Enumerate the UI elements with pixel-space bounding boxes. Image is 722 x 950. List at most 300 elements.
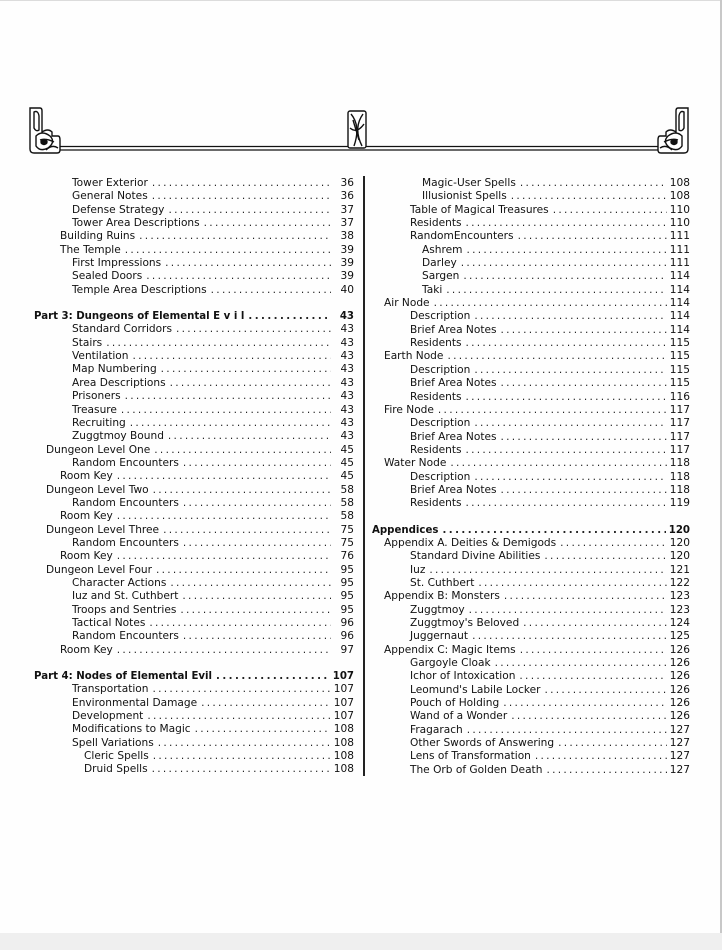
toc-entry[interactable] [34, 337, 354, 350]
dot-leader [474, 364, 666, 377]
toc-entry[interactable] [372, 270, 690, 283]
toc-entry[interactable] [34, 417, 354, 430]
toc-entry[interactable] [34, 550, 354, 563]
toc-entry[interactable] [34, 177, 354, 190]
toc-entry-title: Prisoners [72, 390, 125, 403]
toc-entry-title: Character Actions [72, 577, 170, 590]
dot-leader [519, 670, 666, 683]
toc-entry-title: Table of Magical Treasures [410, 204, 553, 217]
toc-entry-page-number: 75 [340, 536, 354, 549]
toc-entry[interactable] [372, 471, 690, 484]
dot-leader [466, 497, 667, 510]
toc-entry[interactable] [372, 257, 690, 270]
toc-entry-page-number: 111 [669, 243, 690, 256]
dot-leader [558, 737, 667, 750]
dot-leader [153, 484, 331, 497]
toc-entry[interactable] [34, 457, 354, 470]
toc-entry-page-number: 43 [340, 416, 354, 429]
toc-entry-page-number: 110 [669, 203, 690, 216]
toc-entry-title: Part 4: Nodes of Elemental Evil [34, 670, 216, 683]
toc-entry[interactable] [372, 337, 690, 350]
toc-entry-title: Brief Area Notes [410, 484, 501, 497]
toc-entry[interactable] [34, 644, 354, 657]
toc-entry[interactable] [34, 230, 354, 243]
toc-entry-title: Residents [410, 444, 466, 457]
toc-entry[interactable] [372, 724, 690, 737]
dot-leader [168, 204, 331, 217]
toc-entry-page-number: 43 [340, 430, 354, 443]
toc-entry[interactable] [372, 444, 690, 457]
dot-leader [511, 710, 667, 723]
dot-leader [153, 683, 331, 696]
dot-leader [125, 244, 331, 257]
toc-entry-page-number: 58 [340, 483, 354, 496]
toc-entry-page-number: 40 [340, 283, 354, 296]
dot-leader [130, 417, 331, 430]
toc-entry[interactable] [34, 284, 354, 297]
toc-entry-page-number: 117 [669, 417, 690, 430]
toc-entry-title: Residents [410, 497, 466, 510]
toc-entry[interactable] [372, 630, 690, 643]
dot-leader [163, 524, 331, 537]
toc-entry-page-number: 108 [333, 736, 354, 749]
toc-entry[interactable] [34, 750, 354, 763]
toc-entry-page-number: 127 [669, 763, 690, 776]
toc-entry-page-number: 39 [340, 270, 354, 283]
toc-entry[interactable] [372, 324, 690, 337]
toc-entry-page-number: 126 [669, 697, 690, 710]
toc-entry-page-number: 120 [668, 524, 690, 536]
toc-entry-page-number: 58 [340, 510, 354, 523]
dot-leader [501, 484, 667, 497]
toc-section-heading[interactable] [372, 524, 690, 537]
dot-leader [503, 697, 667, 710]
toc-entry-page-number: 117 [669, 443, 690, 456]
toc-entry[interactable] [34, 323, 354, 336]
toc-entry-page-number: 43 [340, 390, 354, 403]
toc-entry[interactable] [34, 444, 354, 457]
toc-entry-title: Appendix A. Deities & Demigods [384, 537, 560, 550]
toc-entry-title: The Temple [60, 244, 125, 257]
toc-entry-title: Cleric Spells [84, 750, 153, 763]
toc-entry[interactable] [372, 537, 690, 550]
toc-entry-page-number: 45 [340, 470, 354, 483]
toc-entry-page-number: 123 [669, 590, 690, 603]
toc-entry-title: Description [410, 471, 474, 484]
dot-leader [442, 524, 665, 537]
toc-entry-page-number: 43 [340, 403, 354, 416]
dot-leader [204, 217, 331, 230]
toc-entry[interactable] [372, 657, 690, 670]
toc-entry-page-number: 108 [333, 763, 354, 776]
toc-entry-title: Ashrem [422, 244, 466, 257]
toc-entry[interactable] [34, 524, 354, 537]
toc-entry[interactable] [372, 431, 690, 444]
toc-entry[interactable] [372, 377, 690, 390]
toc-entry[interactable] [34, 430, 354, 443]
toc-entry-page-number: 127 [669, 737, 690, 750]
toc-entry-title: Room Key [60, 510, 117, 523]
dot-leader [152, 177, 331, 190]
toc-entry-title: Earth Node [384, 350, 447, 363]
toc-entry-page-number: 95 [340, 590, 354, 603]
toc-entry[interactable] [34, 710, 354, 723]
toc-entry-page-number: 97 [340, 643, 354, 656]
toc-entry-title: Brief Area Notes [410, 377, 501, 390]
toc-entry-page-number: 127 [669, 723, 690, 736]
dot-leader [117, 550, 331, 563]
toc-entry[interactable] [34, 350, 354, 363]
toc-entry-page-number: 111 [669, 230, 690, 243]
toc-entry[interactable] [34, 484, 354, 497]
toc-entry[interactable] [34, 763, 354, 776]
toc-entry[interactable] [372, 244, 690, 257]
toc-entry-page-number: 38 [340, 230, 354, 243]
toc-section-heading[interactable] [34, 670, 354, 683]
center-knot-icon [348, 111, 366, 148]
dot-leader [170, 377, 331, 390]
toc-entry[interactable] [34, 270, 354, 283]
toc-entry-page-number: 126 [669, 643, 690, 656]
toc-entry[interactable] [34, 537, 354, 550]
dot-leader [121, 404, 331, 417]
toc-entry[interactable] [34, 697, 354, 710]
toc-entry[interactable] [34, 257, 354, 270]
toc-entry[interactable] [34, 390, 354, 403]
toc-entry-page-number: 114 [669, 283, 690, 296]
toc-entry-page-number: 123 [669, 603, 690, 616]
toc-entry-page-number: 45 [340, 443, 354, 456]
toc-entry-title: Darley [422, 257, 461, 270]
toc-entry-title: Magic-User Spells [422, 177, 520, 190]
dot-leader [117, 470, 331, 483]
toc-entry[interactable] [34, 217, 354, 230]
toc-entry-title: Ichor of Intoxication [410, 670, 519, 683]
toc-entry[interactable] [372, 737, 690, 750]
toc-entry[interactable] [34, 470, 354, 483]
toc-entry[interactable] [372, 177, 690, 190]
toc-entry-title: Standard Divine Abilities [410, 550, 544, 563]
toc-entry-title: Defense Strategy [72, 204, 168, 217]
toc-entry-title: Tactical Notes [72, 617, 149, 630]
dot-leader [153, 750, 331, 763]
left-corner-knot-icon [30, 108, 60, 153]
toc-entry[interactable] [372, 230, 690, 243]
toc-entry[interactable] [372, 391, 690, 404]
page-top-edge [0, 0, 722, 1]
toc-entry[interactable] [34, 510, 354, 523]
toc-entry[interactable] [372, 564, 690, 577]
toc-entry-page-number: 96 [340, 630, 354, 643]
toc-left-column [34, 177, 354, 777]
toc-entry[interactable] [372, 310, 690, 323]
toc-entry[interactable] [372, 750, 690, 763]
toc-entry-page-number: 115 [669, 350, 690, 363]
toc-entry-title: Temple Area Descriptions [72, 284, 211, 297]
toc-entry-page-number: 115 [669, 337, 690, 350]
toc-entry-title: Random Encounters [72, 630, 183, 643]
toc-entry-title: Iuz [410, 564, 429, 577]
toc-entry-page-number: 126 [669, 670, 690, 683]
toc-entry-title: Druid Spells [84, 763, 152, 776]
toc-entry[interactable] [372, 577, 690, 590]
toc-entry[interactable] [372, 617, 690, 630]
toc-entry-title: Fragarach [410, 724, 467, 737]
toc-entry-page-number: 126 [669, 710, 690, 723]
toc-entry[interactable] [372, 644, 690, 657]
toc-entry[interactable] [34, 190, 354, 203]
dot-leader [501, 324, 667, 337]
toc-entry[interactable] [372, 590, 690, 603]
dot-leader [447, 350, 666, 363]
toc-entry-title: Description [410, 364, 474, 377]
dot-leader [461, 257, 667, 270]
toc-entry-page-number: 43 [340, 350, 354, 363]
celtic-knot-border-icon [28, 106, 690, 154]
toc-entry-title: Zuggtmoy's Beloved [410, 617, 523, 630]
dot-leader [201, 697, 331, 710]
dot-leader [474, 417, 666, 430]
toc-entry[interactable] [372, 670, 690, 683]
dot-leader [182, 590, 331, 603]
dot-leader [518, 230, 667, 243]
toc-entry-page-number: 118 [669, 483, 690, 496]
dot-leader [466, 444, 667, 457]
dot-leader [170, 577, 331, 590]
toc-entry-page-number: 107 [332, 671, 354, 683]
toc-entry-title: Residents [410, 217, 466, 230]
toc-entry[interactable] [372, 484, 690, 497]
toc-entry-page-number: 115 [669, 363, 690, 376]
dot-leader [450, 457, 666, 470]
toc-entry-title: Development [72, 710, 147, 723]
toc-entry[interactable] [372, 297, 690, 310]
toc-entry[interactable] [372, 497, 690, 510]
toc-entry[interactable] [34, 590, 354, 603]
toc-entry-title: Water Node [384, 457, 450, 470]
toc-entry-page-number: 122 [669, 576, 690, 589]
dot-leader [176, 323, 331, 336]
toc-entry-page-number: 126 [669, 657, 690, 670]
dot-leader [248, 310, 331, 323]
dot-leader [211, 284, 331, 297]
dot-leader [466, 391, 667, 404]
toc-entry-title: Gargoyle Cloak [410, 657, 495, 670]
toc-entry[interactable] [34, 737, 354, 750]
dot-leader [168, 430, 331, 443]
toc-entry-title: The Orb of Golden Death [410, 764, 546, 777]
toc-entry-page-number: 114 [669, 323, 690, 336]
dot-leader [523, 617, 667, 630]
toc-entry[interactable] [372, 684, 690, 697]
dot-leader [466, 337, 667, 350]
dot-leader [216, 670, 330, 683]
dot-leader [195, 723, 331, 736]
toc-entry-title: Fire Node [384, 404, 438, 417]
dot-leader [106, 337, 331, 350]
toc-entry[interactable] [34, 604, 354, 617]
toc-entry-title: Dungeon Level One [46, 444, 154, 457]
toc-entry[interactable] [372, 350, 690, 363]
toc-entry-title: Appendices [372, 524, 442, 537]
toc-entry-page-number: 36 [340, 190, 354, 203]
toc-entry-title: General Notes [72, 190, 152, 203]
toc-entry-title: Dungeon Level Three [46, 524, 163, 537]
toc-entry[interactable] [372, 217, 690, 230]
toc-entry-page-number: 96 [340, 617, 354, 629]
toc-entry-page-number: 115 [669, 377, 690, 390]
toc-entry-title: Air Node [384, 297, 434, 310]
toc-entry[interactable] [372, 364, 690, 377]
dot-leader [161, 363, 331, 376]
toc-entry[interactable] [34, 404, 354, 417]
dot-leader [520, 177, 667, 190]
toc-entry-title: Residents [410, 337, 466, 350]
toc-entry-title: Ventilation [72, 350, 132, 363]
toc-entry-page-number: 108 [669, 190, 690, 203]
dot-leader [504, 590, 667, 603]
toc-entry-page-number: 116 [669, 390, 690, 403]
dot-leader [158, 737, 331, 750]
toc-entry-page-number: 118 [669, 470, 690, 483]
toc-entry[interactable] [34, 617, 354, 630]
toc-entry-title: Spell Variations [72, 737, 158, 750]
toc-entry[interactable] [34, 244, 354, 257]
toc-entry-title: Random Encounters [72, 457, 183, 470]
toc-entry-page-number: 107 [333, 710, 354, 723]
toc-entry-title: Recruiting [72, 417, 130, 430]
toc-entry[interactable] [34, 497, 354, 510]
toc-entry-title: Room Key [60, 644, 117, 657]
dot-leader [511, 190, 667, 203]
toc-entry[interactable] [34, 363, 354, 376]
toc-entry[interactable] [372, 697, 690, 710]
dot-leader [495, 657, 667, 670]
toc-entry[interactable] [372, 710, 690, 723]
toc-entry-title: Lens of Transformation [410, 750, 535, 763]
dot-leader [474, 471, 666, 484]
toc-entry[interactable] [372, 457, 690, 470]
toc-entry-title: Map Numbering [72, 363, 161, 376]
toc-entry-title: Sealed Doors [72, 270, 146, 283]
dot-leader [154, 444, 331, 457]
toc-entry-page-number: 114 [669, 310, 690, 323]
toc-entry-title: Illusionist Spells [422, 190, 511, 203]
toc-entry-title: RandomEncounters [410, 230, 518, 243]
toc-entry-title: Room Key [60, 550, 117, 563]
toc-entry-title: Part 3: Dungeons of Elemental E v i l [34, 310, 248, 323]
toc-entry[interactable] [34, 630, 354, 643]
toc-entry-page-number: 126 [669, 683, 690, 696]
dot-leader [472, 630, 667, 643]
dot-leader [183, 457, 331, 470]
dot-leader [125, 390, 331, 403]
toc-entry-page-number: 43 [339, 311, 354, 323]
toc-entry-page-number: 121 [669, 563, 690, 576]
dot-leader [149, 617, 331, 630]
toc-entry-title: Zuggtmoy Bound [72, 430, 168, 443]
dot-leader [132, 350, 331, 363]
toc-entry-page-number: 43 [340, 363, 354, 376]
dot-leader [180, 604, 331, 617]
dot-leader [446, 284, 666, 297]
toc-entry-page-number: 114 [669, 270, 690, 283]
dot-leader [438, 404, 667, 417]
toc-entry-page-number: 125 [669, 630, 690, 643]
toc-entry-title: Other Swords of Answering [410, 737, 558, 750]
toc-entry-title: Troops and Sentries [72, 604, 180, 617]
toc-entry[interactable] [372, 417, 690, 430]
toc-entry-page-number: 108 [333, 723, 354, 736]
toc-entry[interactable] [34, 683, 354, 696]
toc-entry-title: Random Encounters [72, 537, 183, 550]
toc-entry-title: Building Ruins [60, 230, 139, 243]
dot-leader [560, 537, 667, 550]
dot-leader [183, 497, 331, 510]
dot-leader [147, 710, 330, 723]
toc-entry-title: Tower Exterior [72, 177, 152, 190]
toc-entry-page-number: 75 [340, 523, 354, 536]
dot-leader [139, 230, 331, 243]
dot-leader [545, 684, 667, 697]
toc-entry[interactable] [372, 284, 690, 297]
toc-entry-page-number: 95 [340, 576, 354, 589]
toc-entry[interactable] [372, 404, 690, 417]
toc-entry-page-number: 39 [340, 243, 354, 256]
toc-entry[interactable] [34, 204, 354, 217]
toc-entry[interactable] [34, 723, 354, 736]
toc-entry-page-number: 107 [333, 696, 354, 709]
toc-entry-page-number: 108 [669, 177, 690, 189]
toc-entry-page-number: 108 [333, 750, 354, 763]
dot-leader [183, 537, 331, 550]
toc-entry-page-number: 117 [669, 430, 690, 443]
toc-entry[interactable] [372, 190, 690, 203]
toc-entry-title: Residents [410, 391, 466, 404]
toc-entry[interactable] [372, 204, 690, 217]
toc-entry-title: Tower Area Descriptions [72, 217, 204, 230]
toc-entry-title: Zuggtmoy [410, 604, 469, 617]
dot-leader [535, 750, 667, 763]
dot-leader [553, 204, 667, 217]
dot-leader [463, 270, 666, 283]
dot-leader [501, 377, 667, 390]
toc-entry-page-number: 117 [669, 403, 690, 416]
dot-leader [165, 257, 331, 270]
toc-entry[interactable] [372, 604, 690, 617]
toc-entry-page-number: 37 [340, 217, 354, 230]
toc-entry-title: Sargen [422, 270, 463, 283]
toc-entry-title: Description [410, 310, 474, 323]
toc-section-heading[interactable] [34, 310, 354, 323]
toc-entry-title: St. Cuthbert [410, 577, 478, 590]
toc-entry-title: Room Key [60, 470, 117, 483]
toc-entry[interactable] [34, 577, 354, 590]
toc-entry[interactable] [34, 377, 354, 390]
dot-leader [146, 270, 331, 283]
toc-entry[interactable] [372, 550, 690, 563]
toc-entry-title: Pouch of Holding [410, 697, 503, 710]
toc-entry-title: Taki [422, 284, 446, 297]
dot-leader [466, 244, 666, 257]
toc-entry-page-number: 45 [340, 456, 354, 469]
toc-entry-page-number: 111 [669, 257, 690, 270]
toc-entry-page-number: 43 [340, 376, 354, 389]
toc-entry[interactable] [34, 564, 354, 577]
dot-leader [478, 577, 666, 590]
dot-leader [429, 564, 666, 577]
toc-entry[interactable] [372, 764, 690, 777]
